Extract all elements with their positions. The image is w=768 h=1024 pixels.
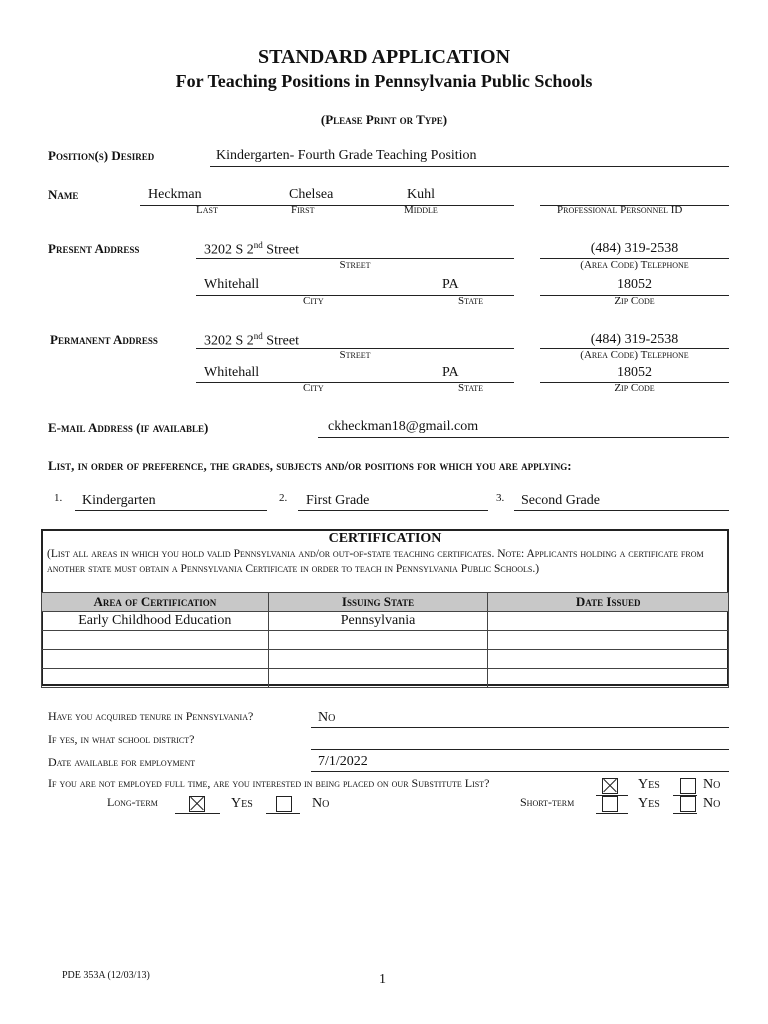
permanent-zip-field[interactable]: 18052 xyxy=(617,365,652,380)
present-state-field[interactable]: PA xyxy=(442,277,459,292)
pref-num-2: 2. xyxy=(279,492,288,504)
last-name-field[interactable]: Heckman xyxy=(148,187,202,202)
permanent-address-label: Permanent Address xyxy=(50,332,158,347)
present-street-field[interactable]: 3202 S 2nd Street xyxy=(204,240,299,258)
first-name-field[interactable]: Chelsea xyxy=(289,187,334,202)
long-term-no-checkbox[interactable] xyxy=(276,796,292,812)
permanent-zip-label: Zip Code xyxy=(614,382,655,394)
present-phone-field[interactable]: (484) 319-2538 xyxy=(590,241,679,256)
district-question: If yes, in what school district? xyxy=(48,732,195,746)
cert-area-cell[interactable]: Early Childhood Education xyxy=(42,612,269,631)
table-row xyxy=(42,669,729,688)
tenure-answer-field[interactable]: No xyxy=(318,710,336,725)
permanent-street-field[interactable]: 3202 S 2nd Street xyxy=(204,331,299,349)
page-subtitle: For Teaching Positions in Pennsylvania Public Schools xyxy=(175,71,593,91)
cert-state-cell[interactable] xyxy=(268,650,488,669)
table-row xyxy=(42,650,729,669)
short-term-no-checkbox[interactable] xyxy=(680,796,696,812)
pref-field-2[interactable]: First Grade xyxy=(306,493,370,508)
long-term-label: Long-term xyxy=(107,795,158,809)
short-term-label: Short-term xyxy=(520,795,575,809)
table-row xyxy=(42,631,729,650)
cert-date-cell[interactable] xyxy=(488,669,729,688)
permanent-city-field[interactable]: Whitehall xyxy=(204,365,260,380)
cert-area-cell[interactable] xyxy=(42,631,269,650)
present-zip-field[interactable]: 18052 xyxy=(617,277,652,292)
present-street-label: Street xyxy=(339,259,371,271)
certification-title: CERTIFICATION xyxy=(328,531,442,546)
name-label: Name xyxy=(48,187,79,202)
cert-state-cell[interactable] xyxy=(268,669,488,688)
present-city-field[interactable]: Whitehall xyxy=(204,277,260,292)
certification-table xyxy=(41,592,729,688)
permanent-state-field[interactable]: PA xyxy=(442,365,459,380)
position-label: Position(s) Desired xyxy=(48,148,155,163)
substitute-yes-checkbox[interactable] xyxy=(602,778,618,794)
present-zip-label: Zip Code xyxy=(614,295,655,307)
present-phone-label: (Area Code) Telephone xyxy=(580,259,689,271)
col-state-header: Issuing State xyxy=(268,593,488,612)
email-label: E-mail Address (if available) xyxy=(48,420,209,435)
tenure-question: Have you acquired tenure in Pennsylvania? xyxy=(48,709,254,723)
permanent-phone-label: (Area Code) Telephone xyxy=(580,349,689,361)
substitute-no-checkbox[interactable] xyxy=(680,778,696,794)
table-row xyxy=(42,612,729,631)
date-available-question: Date available for employment xyxy=(48,755,196,769)
certification-instructions: (List all areas in which you hold valid Pennsylvania and/or out-of-state teaching certificates. Note: Applicants holding a certificate from another state must obtain a Pennsylvania Certificate in order to teach in Pennsylvania Public Schools.) xyxy=(47,548,704,575)
middle-name-field[interactable]: Kuhl xyxy=(407,187,435,202)
cert-area-cell[interactable] xyxy=(42,669,269,688)
col-area-header: Area of Certification xyxy=(42,593,269,612)
present-city-label: City xyxy=(303,295,324,307)
middle-label: Middle xyxy=(404,204,438,216)
long-term-no-label: No xyxy=(312,796,330,811)
permanent-street-label: Street xyxy=(339,349,371,361)
form-id: PDE 353A (12/03/13) xyxy=(62,970,150,981)
substitute-question: If you are not employed full time, are you interested in being placed on our Substitute List? xyxy=(48,776,490,790)
pref-num-3: 3. xyxy=(496,492,505,504)
cert-state-cell[interactable]: Pennsylvania xyxy=(268,612,488,631)
cert-date-cell[interactable] xyxy=(488,650,729,669)
permanent-phone-field[interactable]: (484) 319-2538 xyxy=(590,332,679,347)
short-term-yes-checkbox[interactable] xyxy=(602,796,618,812)
col-date-header: Date Issued xyxy=(488,593,729,612)
first-label: First xyxy=(291,204,315,216)
pref-field-1[interactable]: Kindergarten xyxy=(82,493,156,508)
cert-date-cell[interactable] xyxy=(488,612,729,631)
last-label: Last xyxy=(196,204,218,216)
pref-num-1: 1. xyxy=(54,492,63,504)
page-title: STANDARD APPLICATION xyxy=(257,46,511,68)
permanent-city-label: City xyxy=(303,382,324,394)
pref-field-3[interactable]: Second Grade xyxy=(521,493,600,508)
short-term-yes-label: Yes xyxy=(638,796,660,811)
email-field[interactable]: ckheckman18@gmail.com xyxy=(328,419,479,434)
cert-state-cell[interactable] xyxy=(268,631,488,650)
position-field[interactable]: Kindergarten- Fourth Grade Teaching Position xyxy=(216,148,477,163)
long-term-yes-label: Yes xyxy=(231,796,253,811)
cert-area-cell[interactable] xyxy=(42,650,269,669)
short-term-no-label: No xyxy=(703,796,721,811)
print-note: (Please Print or Type) xyxy=(320,112,448,127)
substitute-no-label: No xyxy=(703,777,721,792)
long-term-yes-checkbox[interactable] xyxy=(189,796,205,812)
present-state-label: State xyxy=(458,295,484,307)
page-number: 1 xyxy=(379,972,386,987)
certification-header-row xyxy=(42,593,729,612)
present-address-label: Present Address xyxy=(48,241,140,256)
date-available-field[interactable]: 7/1/2022 xyxy=(318,754,368,769)
cert-date-cell[interactable] xyxy=(488,631,729,650)
preferences-label: List, in order of preference, the grades, subjects and/or positions for which you are applying: xyxy=(48,458,572,473)
ppid-label: Professional Personnel ID xyxy=(557,204,683,216)
substitute-yes-label: Yes xyxy=(638,777,660,792)
permanent-state-label: State xyxy=(458,382,484,394)
